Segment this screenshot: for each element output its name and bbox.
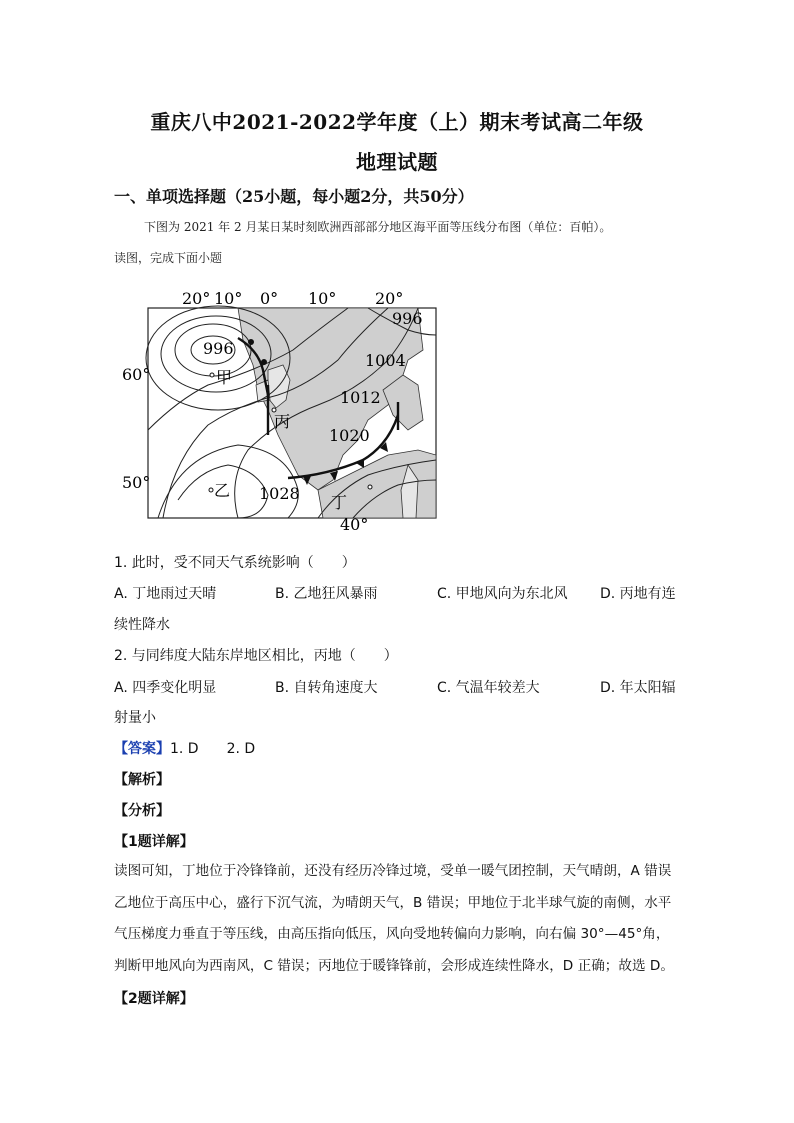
answer-label: 【答案】 [114,741,170,757]
question-1-option-c: C. 甲地风向为东北风 [437,586,568,602]
isobar-label-1012: 1012 [340,388,381,407]
page-title: 重庆八中2021-2022学年度（上）期末考试高二年级 [150,110,644,134]
question-1-option-a: A. 丁地雨过天晴 [114,586,217,602]
place-label-jia: 甲 [216,368,233,387]
question-2-option-d-continuation: 射量小 [114,710,156,726]
fenxi-label: 【分析】 [114,803,170,819]
detail-1-line-1: 读图可知，丁地位于冷锋锋前，还没有经历冷锋过境，受单一暖气团控制，天气晴朗，A 错误 [114,863,672,879]
intro-line-2: 读图，完成下面小题 [114,251,223,265]
isobar-label-1004: 1004 [365,351,406,370]
detail-2-label: 【2题详解】 [114,991,194,1007]
question-1-option-d-continuation: 续性降水 [114,617,170,633]
detail-1-line-3: 气压梯度力垂直于等压线，由高压指向低压，风向受地转偏向力影响，向右偏 30°—45°角， [114,926,670,942]
question-2-stem: 2. 与同纬度大陆东岸地区相比，丙地（ ） [114,648,398,664]
detail-1-line-2: 乙地位于高压中心，盛行下沉气流，为晴朗天气，B 错误；甲地位于北半球气旋的南侧，水平 [114,894,672,911]
place-label-yi: 乙 [214,481,231,500]
question-1-option-b: B. 乙地狂风暴雨 [275,586,378,602]
place-label-ding: 丁 [331,493,348,512]
detail-1-label: 【1题详解】 [114,834,194,850]
analysis-label: 【解析】 [114,772,170,788]
question-2-option-a: A. 四季变化明显 [114,680,217,696]
answer-text: 1. D 2. D [170,741,256,757]
lon-label-20e: 20° [375,290,404,308]
place-label-bing: 丙 [274,412,291,431]
question-2-option-b: B. 自转角速度大 [275,680,378,696]
isobar-label-1028: 1028 [259,484,300,503]
lat-label-60: 60° [122,365,151,384]
lon-label-20w: 20° [182,290,211,308]
isobar-label-1020: 1020 [329,426,370,445]
intro-line-1: 下图为 2021 年 2 月某日某时刻欧洲西部部分地区海平面等压线分布图（单位：百帕）。 [144,220,612,234]
detail-1-paragraph [114,856,684,982]
isobar-label-996-west: 996 [203,339,234,358]
question-2-option-c: C. 气温年较差大 [437,680,540,696]
question-2-option-d: D. 年太阳辐 [600,680,676,696]
isobar-map [118,290,448,535]
detail-1-line-4: 判断甲地风向为西南风，C 错误；丙地位于暖锋锋前，会形成连续性降水，D 正确；故选 D。 [114,957,674,974]
isobar-label-996-east: 996 [392,309,423,328]
lon-label-10w: 10° [214,290,243,308]
question-1-stem: 1. 此时，受不同天气系统影响（ ） [114,555,356,571]
page-subtitle: 地理试题 [356,150,438,174]
section-heading: 一、单项选择题（25小题，每小题2分，共50分） [114,187,474,206]
lon-label-0: 0° [260,290,279,308]
bottom-lat-label: 40° [340,515,369,534]
answer-row [114,738,255,758]
question-1-option-d: D. 丙地有连 [600,586,676,602]
lat-label-50: 50° [122,473,151,492]
lon-label-10e: 10° [308,290,337,308]
